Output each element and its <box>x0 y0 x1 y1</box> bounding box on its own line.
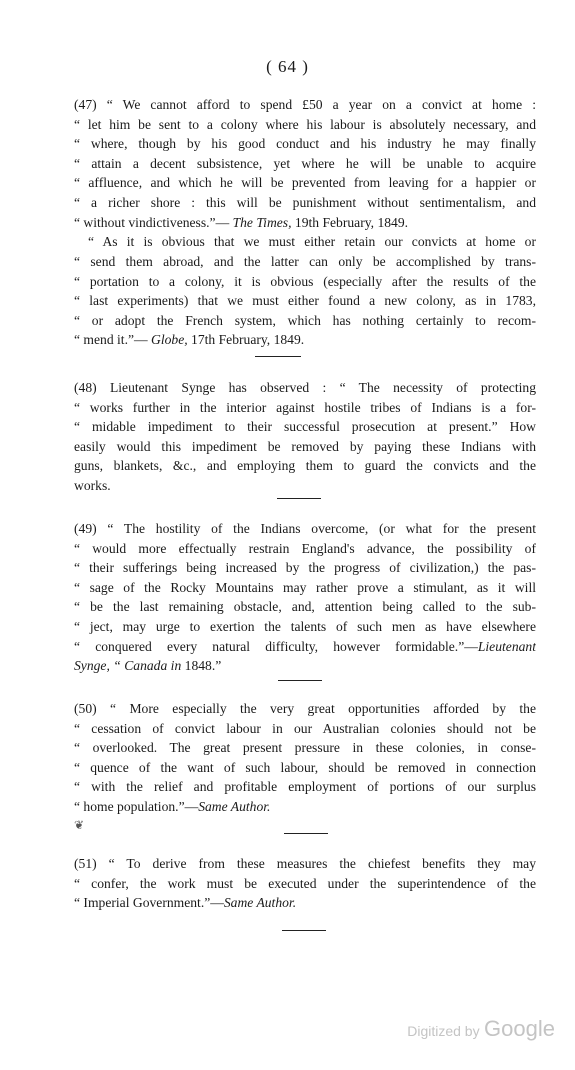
citation-line <box>74 893 536 913</box>
paragraph-50 <box>74 699 536 817</box>
text-line: “ would more effectually restrain England's advance, the possibility of <box>74 540 536 556</box>
text-span: “ home population.”— <box>74 798 199 814</box>
text-line: “ confer, the work must be executed under the superintendence of the <box>74 875 536 891</box>
citation-line <box>74 656 536 676</box>
text-line: “ where, though by his good conduct and his industry he may finally <box>74 136 536 152</box>
section-divider <box>255 356 301 357</box>
text-line: guns, blankets, &c., and employing them to guard the convicts and the <box>74 458 536 474</box>
source-title: The Times, <box>232 214 292 230</box>
text-line: “ their sufferings being increased by the progress of civilization,) the pas- <box>74 560 536 576</box>
text-line: (50) “ More especially the very great opportunities afforded by the <box>74 701 536 716</box>
source-title: Synge, “ Canada in <box>74 658 182 674</box>
text-span: “ without vindictiveness.”— <box>74 214 233 230</box>
paragraph-51 <box>74 854 536 913</box>
text-line: “ attain a decent subsistence, yet where he will be unable to acquire <box>74 155 536 171</box>
text-line: “ affluence, and which he will be prevented from leaving for a happier or <box>74 175 536 191</box>
text-line: “ cessation of convict labour in our Australian colonies should not be <box>74 720 536 736</box>
text-line: “ midable impediment to their successful prosecution at present.” How <box>74 419 536 435</box>
citation-line <box>74 213 536 233</box>
text-line: “ let him be sent to a colony where his labour is absolutely necessary, and <box>74 116 536 132</box>
text-line: works. <box>74 477 111 493</box>
source-date: 1848.” <box>181 658 222 674</box>
text-line: easily would this impediment be removed by paying these Indians with <box>74 438 536 454</box>
digitized-by-google-watermark <box>407 1016 555 1042</box>
section-divider <box>284 833 328 834</box>
source-date: 19th February, 1849. <box>291 214 409 230</box>
source-author: Lieutenant <box>477 638 536 654</box>
source-author: Same Author. <box>198 798 271 814</box>
text-line: “ or adopt the French system, which has nothing certainly to recom- <box>74 312 536 328</box>
citation-line <box>74 330 536 350</box>
paragraph-47-globe <box>88 232 536 252</box>
paragraph-48 <box>74 378 536 496</box>
text-span: “ conquered every natural difficulty, however formidable.”— <box>74 638 478 654</box>
section-divider <box>277 498 321 499</box>
text-line: “ works further in the interior against hostile tribes of Indians is a for- <box>74 399 536 415</box>
text-line: (51) “ To derive from these measures the chiefest benefits they may <box>74 856 536 871</box>
google-logo: Google <box>484 1016 555 1041</box>
text-line: “ sage of the Rocky Mountains may rather prove a stimulant, as it will <box>74 579 536 595</box>
paragraph-47-globe-cont <box>74 252 536 350</box>
text-line: (47) “ We cannot afford to spend £50 a year on a convict at home : <box>74 97 536 112</box>
page-number: ( 64 ) <box>266 57 309 76</box>
text-line: “ send them abroad, and the latter can only be accomplished by trans- <box>74 254 536 269</box>
text-line: “ portation to a colony, it is obvious (especially after the results of the <box>74 273 536 289</box>
source-author: Same Author. <box>223 895 297 911</box>
text-line: “ be the last remaining obstacle, and, attention being called to the sub- <box>74 599 536 615</box>
citation-line <box>74 637 536 657</box>
citation-line <box>74 797 536 817</box>
text-line: “ last experiments) that we must either found a new colony, as in 1783, <box>74 293 536 309</box>
watermark-prefix: Digitized by <box>407 1023 480 1039</box>
section-divider <box>278 680 322 681</box>
text-line: “ with the relief and profitable employment of portions of our surplus <box>74 779 536 795</box>
source-title: Globe, <box>151 332 188 348</box>
section-divider <box>282 930 326 931</box>
stray-ink-mark: ❦ <box>74 818 85 832</box>
text-line: “ As it is obvious that we must either retain our convicts at home or <box>88 234 536 249</box>
paragraph-49 <box>74 519 536 676</box>
text-line: “ a richer shore : this will be punishment without sentimentalism, and <box>74 194 536 210</box>
paragraph-47 <box>74 95 536 232</box>
text-span: “ Imperial Government.”— <box>74 895 224 911</box>
text-line: “ ject, may urge to exertion the talents of such men as have elsewhere <box>74 618 536 634</box>
text-line: “ quence of the want of such labour, should be removed in connection <box>74 759 536 775</box>
source-date: 17th February, 1849. <box>187 332 305 348</box>
text-line: (49) “ The hostility of the Indians overcome, (or what for the present <box>74 521 536 536</box>
text-span: “ mend it.”— <box>74 332 152 348</box>
text-line: (48) Lieutenant Synge has observed : “ The necessity of protecting <box>74 380 536 395</box>
text-line: “ overlooked. The great present pressure in these colonies, in conse- <box>74 740 536 756</box>
